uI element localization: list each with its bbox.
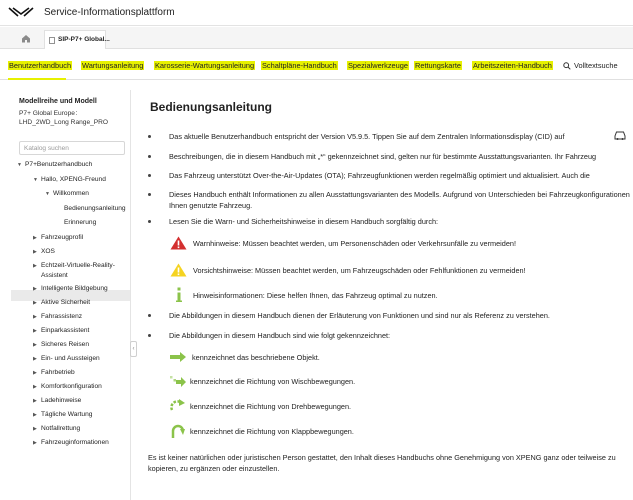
bullet-dot bbox=[148, 334, 151, 337]
swipe-arrow-icon bbox=[170, 374, 186, 388]
copyright-notice: Es ist keiner natürlichen oder juristischen Person gestattet, den Inhalt dieses Handbuchs ohne Genehmigung von XPENG ganz oder teilweise zu kopieren, zu ergänzen oder einzustellen. bbox=[148, 453, 616, 473]
nav-schaltplaene-handbuch[interactable]: Schaltpläne-Handbuch bbox=[262, 61, 337, 70]
bullet-dot bbox=[148, 135, 151, 138]
catalog-search-input[interactable]: Katalog suchen bbox=[19, 141, 125, 155]
page-title: Bedienungsanleitung bbox=[150, 100, 273, 114]
figure-mark-row: kennzeichnet die Richtung von Drehbewegungen. bbox=[170, 399, 351, 413]
tree-item-aktive-sicherheit[interactable]: ▶ Aktive Sicherheit bbox=[33, 299, 91, 306]
tree-item-fahrassistenz[interactable]: ▶ Fahrassistenz bbox=[33, 313, 83, 320]
app-title: Service-Informationsplattform bbox=[44, 7, 175, 18]
caret-right-icon: ▶ bbox=[33, 342, 37, 348]
tab-strip bbox=[0, 27, 633, 49]
home-button[interactable] bbox=[18, 31, 34, 45]
nav-benutzerhandbuch[interactable]: Benutzerhandbuch bbox=[9, 61, 72, 70]
tree-item-p7-benutzerhandbuch[interactable]: ▼ P7+Benutzerhandbuch bbox=[17, 161, 93, 168]
caret-right-icon: ▶ bbox=[33, 300, 37, 306]
tree-item-willkommen[interactable]: ▼ Willkommen bbox=[45, 190, 89, 197]
tree-item-bedienungsanleitung[interactable]: Bedienungsanleitung bbox=[64, 205, 126, 212]
main-content: Bedienungsanleitung Das aktuelle Benutzerhandbuch entspricht der Version V5.9.5. Tippen Sie auf dem Zentralen Informationsdisplay (CID) auf Beschreibungen, die in diesem Handbuch mit „*“ gekennzeichnet sind, gelten nur für bestimmte Ausstattungsvarianten. Ihr Fahrzeug Das Fahrzeug unterstützt Over-the-Air-Updates (OTA); Fahrzeugfunktionen werden regelmäßig optimiert und aktualisiert. Auch die Dieses Handbuch enthält Informationen zu allen Ausstattungsvarianten des Modells. Aufgrund von Unterschieden bei Fahrzeugkonfigurationen Ihnen genutzte Fahrzeug. Lesen Sie die Warn- und Sicherheitshinweise in diesem Handbuch sorgfältig durch: Warnhinweise: Müssen beachtet werden, um Personenschäden oder Verkehrsunfälle zu vermeiden! Vorsichtshinweise: Müssen beachtet werden, um Fahrzeugschäden oder Fehlfunktionen zu vermeiden! Hinweisinformationen: Diese helfen Ihnen, das Fahrzeug optimal zu nutzen. Die Abbildungen in diesem Handbuch dienen der Erläuterung von Funktionen und sind nur als Referenz zu verstehen. Die Abbildungen in diesem Handbuch sind wie folgt gekennzeichnet: kennzeichnet das beschriebene Objekt. kennzeichnet die Richtung von Wischbewegungen. kennzeichnet die Richtung von Drehbewegungen. kennzeichnet die Richtung von Klappbewegungen. Es ist keiner natürlichen oder juristischen Person gestattet, den Inhalt dieses Handbuchs ohne Genehmigung von XPENG ganz oder teilweise zu kopieren, zu ergänzen oder einzustellen. bbox=[148, 90, 633, 500]
warning-row: Warnhinweise: Müssen beachtet werden, um Personenschäden oder Verkehrsunfälle zu vermeiden! bbox=[170, 236, 516, 250]
bullet-dot bbox=[148, 174, 151, 177]
tree-item-erinnerung[interactable]: Erinnerung bbox=[64, 219, 97, 226]
tree-item-intelligente-bildgebung[interactable]: ▶ Intelligente Bildgebung bbox=[33, 285, 108, 292]
tree-item-xos[interactable]: ▶ XOS bbox=[33, 248, 55, 255]
caret-right-icon: ▶ bbox=[33, 412, 37, 418]
caret-right-icon: ▶ bbox=[33, 286, 37, 292]
tree-item-sicheres-reisen[interactable]: ▶ Sicheres Reisen bbox=[33, 341, 90, 348]
tree-item-ladehinweise[interactable]: ▶ Ladehinweise bbox=[33, 397, 82, 404]
info-icon bbox=[175, 287, 183, 303]
caret-right-icon: ▶ bbox=[33, 426, 37, 432]
model-title: Modellreihe und Modell bbox=[19, 98, 97, 105]
bullet-dot bbox=[148, 220, 151, 223]
nav-karosserie-wartungsanleitung[interactable]: Karosserie-Wartungsanleitung bbox=[155, 61, 255, 70]
caret-right-icon: ▶ bbox=[33, 249, 37, 255]
nav-rettungskarte[interactable]: Rettungskarte bbox=[415, 61, 462, 70]
car-icon bbox=[613, 129, 627, 141]
caret-right-icon: ▶ bbox=[33, 314, 37, 320]
warning-triangle-icon bbox=[170, 236, 187, 250]
caution-row: Vorsichtshinweise: Müssen beachtet werden, um Fahrzeugschäden oder Fehlfunktionen zu vermeiden! bbox=[170, 263, 526, 277]
tree-item-fahrzeuginformationen[interactable]: ▶ Fahrzeuginformationen bbox=[33, 439, 109, 446]
rotate-arrow-icon bbox=[170, 399, 186, 413]
caret-down-icon: ▼ bbox=[45, 191, 50, 197]
bullet-dot bbox=[148, 155, 151, 158]
tree-item-taegliche-wartung[interactable]: ▶ Tägliche Wartung bbox=[33, 411, 93, 418]
search-icon bbox=[563, 62, 571, 70]
caret-right-icon: ▶ bbox=[33, 263, 37, 269]
active-tab-indicator bbox=[8, 78, 66, 80]
tree-item-hallo-xpeng-freund[interactable]: ▼ Hallo, XPENG-Freund bbox=[33, 176, 106, 183]
tab-sip-p7-global[interactable] bbox=[44, 30, 110, 49]
info-row: Hinweisinformationen: Diese helfen Ihnen, das Fahrzeug optimal zu nutzen. bbox=[175, 287, 438, 303]
nav-wartungsanleitung[interactable]: Wartungsanleitung bbox=[82, 61, 144, 70]
sidebar bbox=[11, 90, 131, 500]
tree-item-assistent[interactable]: Assistent bbox=[41, 272, 68, 279]
figure-mark-row: kennzeichnet die Richtung von Klappbewegungen. bbox=[170, 423, 354, 439]
flip-arrow-icon bbox=[170, 423, 186, 439]
tree-item-komfortkonfiguration[interactable]: ▶ Komfortkonfiguration bbox=[33, 383, 102, 390]
caret-right-icon: ▶ bbox=[33, 398, 37, 404]
bullet-dot bbox=[148, 193, 151, 196]
home-icon bbox=[21, 34, 31, 43]
caution-triangle-icon bbox=[170, 263, 187, 277]
caret-right-icon: ▶ bbox=[33, 328, 37, 334]
caret-right-icon: ▶ bbox=[33, 440, 37, 446]
nav-spezialwerkzeuge[interactable]: Spezialwerkzeuge bbox=[348, 61, 408, 70]
tree-item-einparkassistent[interactable]: ▶ Einparkassistent bbox=[33, 327, 90, 334]
sidebar-collapse-handle[interactable]: ‹ bbox=[130, 341, 137, 357]
figure-mark-row: kennzeichnet die Richtung von Wischbewegungen. bbox=[170, 374, 355, 388]
top-bar bbox=[0, 0, 633, 26]
nav-arbeitszeiten-handbuch[interactable]: Arbeitszeiten-Handbuch bbox=[473, 61, 552, 70]
document-icon bbox=[49, 37, 55, 44]
bullet-dot bbox=[148, 314, 151, 317]
tree-item-fahrbetrieb[interactable]: ▶ Fahrbetrieb bbox=[33, 369, 75, 376]
model-text: P7+ Global Europe：LHD_2WD_Long Range_PRO bbox=[19, 110, 109, 126]
caret-down-icon: ▼ bbox=[17, 162, 22, 168]
tree-item-fahrzeugprofil[interactable]: ▶ Fahrzeugprofil bbox=[33, 234, 84, 241]
caret-right-icon: ▶ bbox=[33, 384, 37, 390]
arrow-right-icon bbox=[170, 352, 186, 362]
tree-item-notfallrettung[interactable]: ▶ Notfallrettung bbox=[33, 425, 81, 432]
nav-volltextsuche[interactable]: Volltextsuche bbox=[563, 61, 618, 70]
manual-nav-bar bbox=[0, 50, 633, 80]
caret-down-icon: ▼ bbox=[33, 177, 38, 183]
caret-right-icon: ▶ bbox=[33, 370, 37, 376]
caret-right-icon: ▶ bbox=[33, 235, 37, 241]
xpeng-logo-icon bbox=[8, 6, 34, 18]
tree-item-ein-und-aussteigen[interactable]: ▶ Ein- und Aussteigen bbox=[33, 355, 100, 362]
tree-item-echtzeit-virtuelle-reality[interactable]: ▶ Echtzeit-Virtuelle-Reality- bbox=[33, 262, 115, 269]
tab-label: SIP-P7+ Global... bbox=[58, 36, 110, 43]
caret-right-icon: ▶ bbox=[33, 356, 37, 362]
figure-mark-row: kennzeichnet das beschriebene Objekt. bbox=[170, 352, 320, 362]
